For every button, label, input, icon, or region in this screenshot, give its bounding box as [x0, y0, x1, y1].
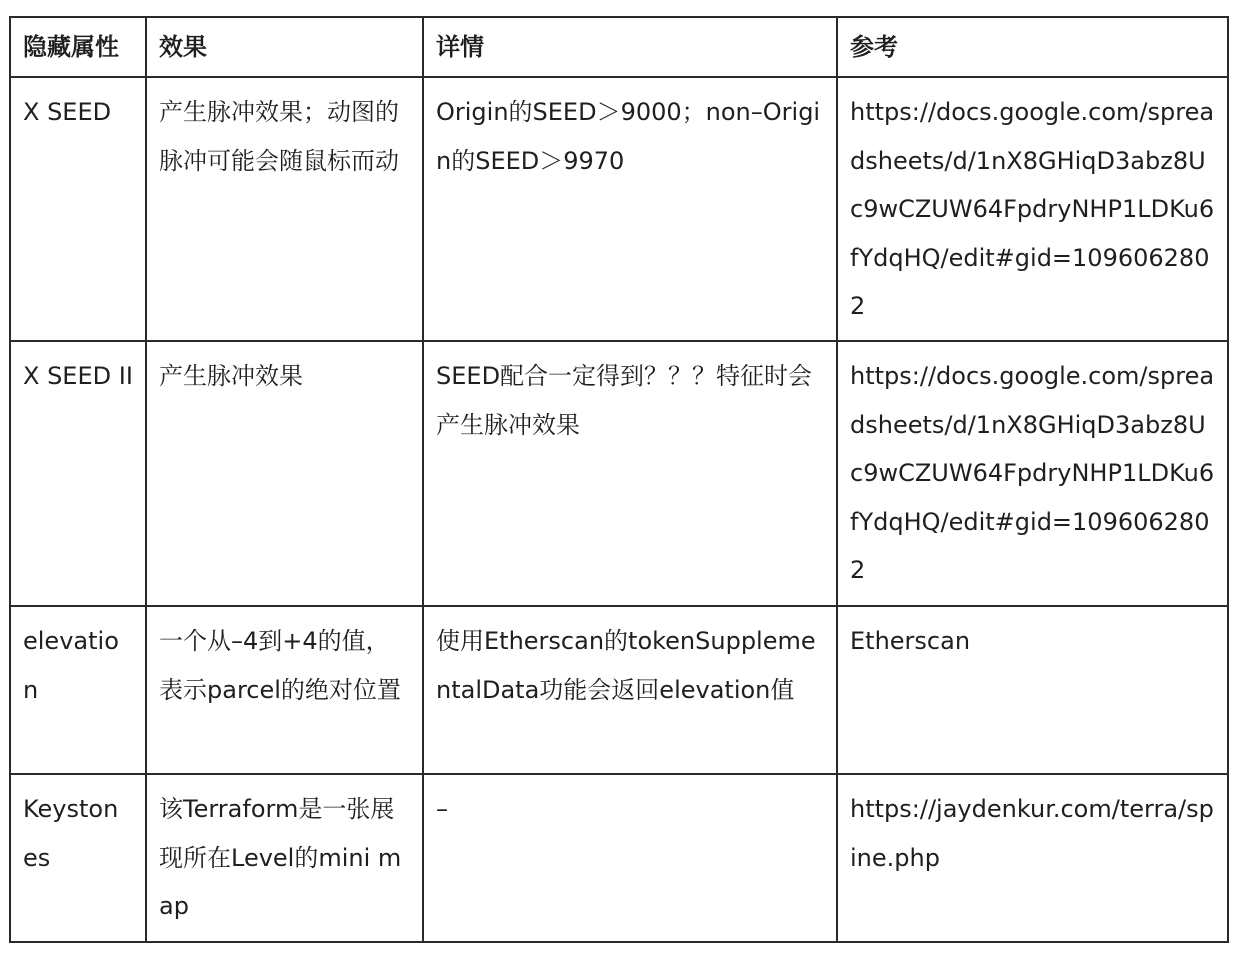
- cell-attribute: Keystones: [10, 774, 146, 942]
- cell-reference: https://docs.google.com/spreadsheets/d/1nX8GHiqD3abz8Uc9wCZUW64FpdryNHP1LDKu6fYdqHQ/edit#gid=1096062802: [837, 77, 1228, 341]
- cell-reference: https://jaydenkur.com/terra/spine.php: [837, 774, 1228, 942]
- header-reference: 参考: [837, 17, 1228, 77]
- table-row: [10, 341, 1228, 606]
- header-attribute: 隐藏属性: [10, 17, 146, 77]
- cell-details: –: [423, 774, 837, 942]
- cell-reference: https://docs.google.com/spreadsheets/d/1nX8GHiqD3abz8Uc9wCZUW64FpdryNHP1LDKu6fYdqHQ/edit#gid=1096062802: [837, 341, 1228, 606]
- hidden-attributes-table: [9, 16, 1229, 943]
- table-header-row: [10, 17, 1228, 77]
- cell-details: SEED配合一定得到？？？特征时会产生脉冲效果: [423, 341, 837, 606]
- cell-attribute: X SEED II: [10, 341, 146, 606]
- header-details: 详情: [423, 17, 837, 77]
- cell-effect: 一个从–4到+4的值，表示parcel的绝对位置: [146, 606, 423, 774]
- cell-attribute: X SEED: [10, 77, 146, 341]
- header-effect: 效果: [146, 17, 423, 77]
- cell-details: Origin的SEED＞9000；non–Origin的SEED＞9970: [423, 77, 837, 341]
- cell-effect: 该Terraform是一张展现所在Level的mini map: [146, 774, 423, 942]
- cell-effect: 产生脉冲效果；动图的脉冲可能会随鼠标而动: [146, 77, 423, 341]
- table-row: [10, 774, 1228, 942]
- cell-effect: 产生脉冲效果: [146, 341, 423, 606]
- cell-details: 使用Etherscan的tokenSupplementalData功能会返回elevation值: [423, 606, 837, 774]
- cell-attribute: elevation: [10, 606, 146, 774]
- cell-reference: Etherscan: [837, 606, 1228, 774]
- table-row: [10, 606, 1228, 774]
- table-row: [10, 77, 1228, 341]
